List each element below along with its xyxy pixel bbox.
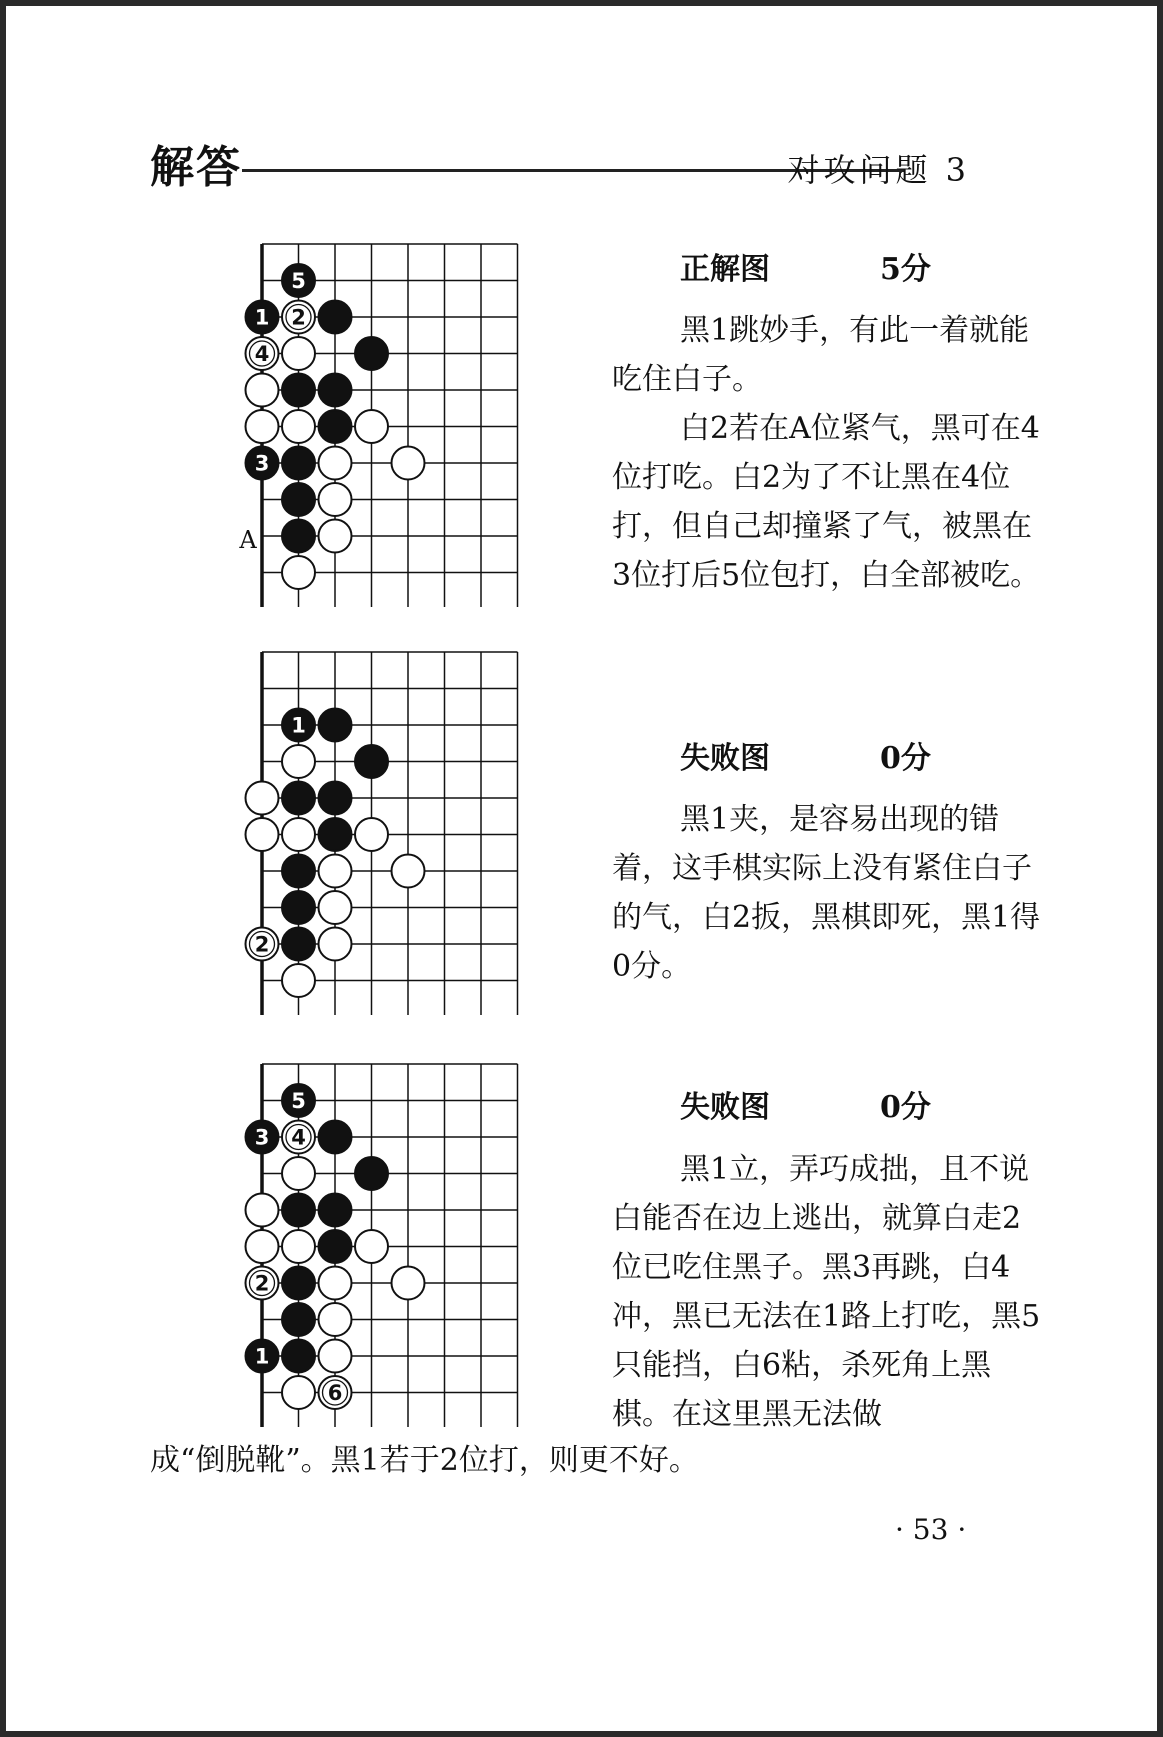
black-stone	[282, 709, 315, 742]
section-title: 正解图	[680, 252, 770, 287]
go-diagram-failure-1	[220, 630, 520, 1015]
black-stone	[282, 891, 315, 924]
white-stone	[319, 1267, 352, 1300]
white-stone	[282, 1376, 315, 1409]
white-stone	[319, 1303, 352, 1336]
black-stone	[282, 928, 315, 961]
stone-number: 2	[254, 1271, 270, 1296]
white-stone	[355, 410, 388, 443]
point-label-a: A	[239, 526, 257, 554]
white-stone	[246, 374, 279, 407]
white-stone	[319, 483, 352, 516]
go-board-svg	[220, 630, 520, 1015]
black-stone	[355, 337, 388, 370]
section-body	[612, 1145, 1042, 1439]
section-score: 0分	[880, 1090, 931, 1125]
white-stone	[392, 447, 425, 480]
black-stone	[282, 264, 315, 297]
white-stone	[282, 301, 315, 334]
paragraph: 黑1立，弄巧成拙，且不说白能否在边上逃出，就算白走2位已吃住黑子。黑3再跳，白4冲，黑已无法在1路上打吃，黑5只能挡，白6粘，杀死角上黑棋。在这里黑无法做	[612, 1152, 1041, 1432]
black-stone	[282, 520, 315, 553]
stone-number: 5	[291, 269, 306, 293]
white-stone	[282, 1230, 315, 1263]
white-stone	[355, 1230, 388, 1263]
paragraph: 黑1夹，是容易出现的错着，这手棋实际上没有紧住白子的气，白2扳，黑棋即死，黑1得0分。	[612, 802, 1041, 984]
go-diagram-correct	[220, 222, 520, 607]
section-heading	[680, 733, 931, 777]
continuation-text: 成“倒脱靴”。黑1若于2位打，则更不好。	[150, 1443, 699, 1478]
stone-number: 2	[254, 932, 270, 957]
black-stone	[282, 1194, 315, 1227]
black-stone	[355, 1157, 388, 1190]
black-stone	[282, 855, 315, 888]
section-body	[612, 306, 1042, 600]
black-stone	[319, 1194, 352, 1227]
white-stone	[282, 556, 315, 589]
go-board-svg	[220, 222, 520, 607]
header-left-title: 解答	[150, 142, 242, 193]
stone-number: 3	[254, 451, 270, 476]
stone-number: 1	[254, 305, 270, 330]
go-diagram-failure-2	[220, 1042, 520, 1427]
black-stone	[319, 410, 352, 443]
page-header	[150, 138, 970, 198]
stone-number: 3	[254, 1125, 270, 1150]
black-stone	[319, 1230, 352, 1263]
white-stone	[246, 928, 279, 961]
black-stone	[319, 782, 352, 815]
stone-number: 4	[254, 342, 270, 366]
black-stone	[282, 483, 315, 516]
black-stone	[282, 782, 315, 815]
header-right-title: 对攻问题 3	[787, 151, 970, 189]
white-stone	[392, 1267, 425, 1300]
white-stone	[282, 410, 315, 443]
section-body	[612, 795, 1042, 991]
white-stone	[355, 818, 388, 851]
black-stone	[319, 301, 352, 334]
white-stone	[282, 1121, 315, 1154]
white-stone	[282, 964, 315, 997]
black-stone	[282, 1303, 315, 1336]
white-stone	[246, 1267, 279, 1300]
white-stone	[319, 891, 352, 924]
section-title: 失败图	[680, 741, 770, 776]
white-stone	[246, 1194, 279, 1227]
section-heading	[680, 244, 931, 288]
black-stone	[282, 374, 315, 407]
black-stone	[319, 709, 352, 742]
black-stone	[246, 1121, 279, 1154]
white-stone	[282, 1157, 315, 1190]
section-heading	[680, 1082, 931, 1126]
white-stone	[319, 447, 352, 480]
white-stone	[282, 337, 315, 370]
black-stone	[246, 447, 279, 480]
black-stone	[355, 745, 388, 778]
white-stone	[282, 818, 315, 851]
section-score: 0分	[880, 741, 931, 776]
stone-number: 1	[254, 1344, 270, 1369]
black-stone	[246, 1340, 279, 1373]
white-stone	[319, 855, 352, 888]
paragraph: 白2若在A位紧气，黑可在4位打吃。白2为了不让黑在4位打，但自己却撞紧了气，被黑在3位打后5位包打，白全部被吃。	[612, 411, 1041, 593]
black-stone	[246, 301, 279, 334]
black-stone	[282, 1340, 315, 1373]
black-stone	[282, 1267, 315, 1300]
stone-number: 1	[291, 713, 306, 738]
paragraph: 黑1跳妙手，有此一着就能吃住白子。	[612, 313, 1030, 397]
section-score: 5分	[880, 252, 931, 287]
stone-number: 5	[291, 1089, 306, 1113]
white-stone	[246, 1230, 279, 1263]
stone-number: 2	[291, 305, 306, 330]
white-stone	[246, 818, 279, 851]
black-stone	[319, 818, 352, 851]
stone-number: 6	[327, 1381, 343, 1405]
page-number: · 53 ·	[895, 1513, 967, 1546]
white-stone	[282, 745, 315, 778]
stone-number: 4	[291, 1125, 306, 1150]
black-stone	[282, 447, 315, 480]
white-stone	[246, 782, 279, 815]
black-stone	[282, 1084, 315, 1117]
section-title: 失败图	[680, 1090, 770, 1125]
white-stone	[246, 410, 279, 443]
white-stone	[319, 1376, 352, 1409]
white-stone	[319, 928, 352, 961]
go-board-svg	[220, 1042, 520, 1427]
white-stone	[392, 855, 425, 888]
black-stone	[319, 1121, 352, 1154]
white-stone	[319, 1340, 352, 1373]
white-stone	[319, 520, 352, 553]
black-stone	[319, 374, 352, 407]
white-stone	[246, 337, 279, 370]
